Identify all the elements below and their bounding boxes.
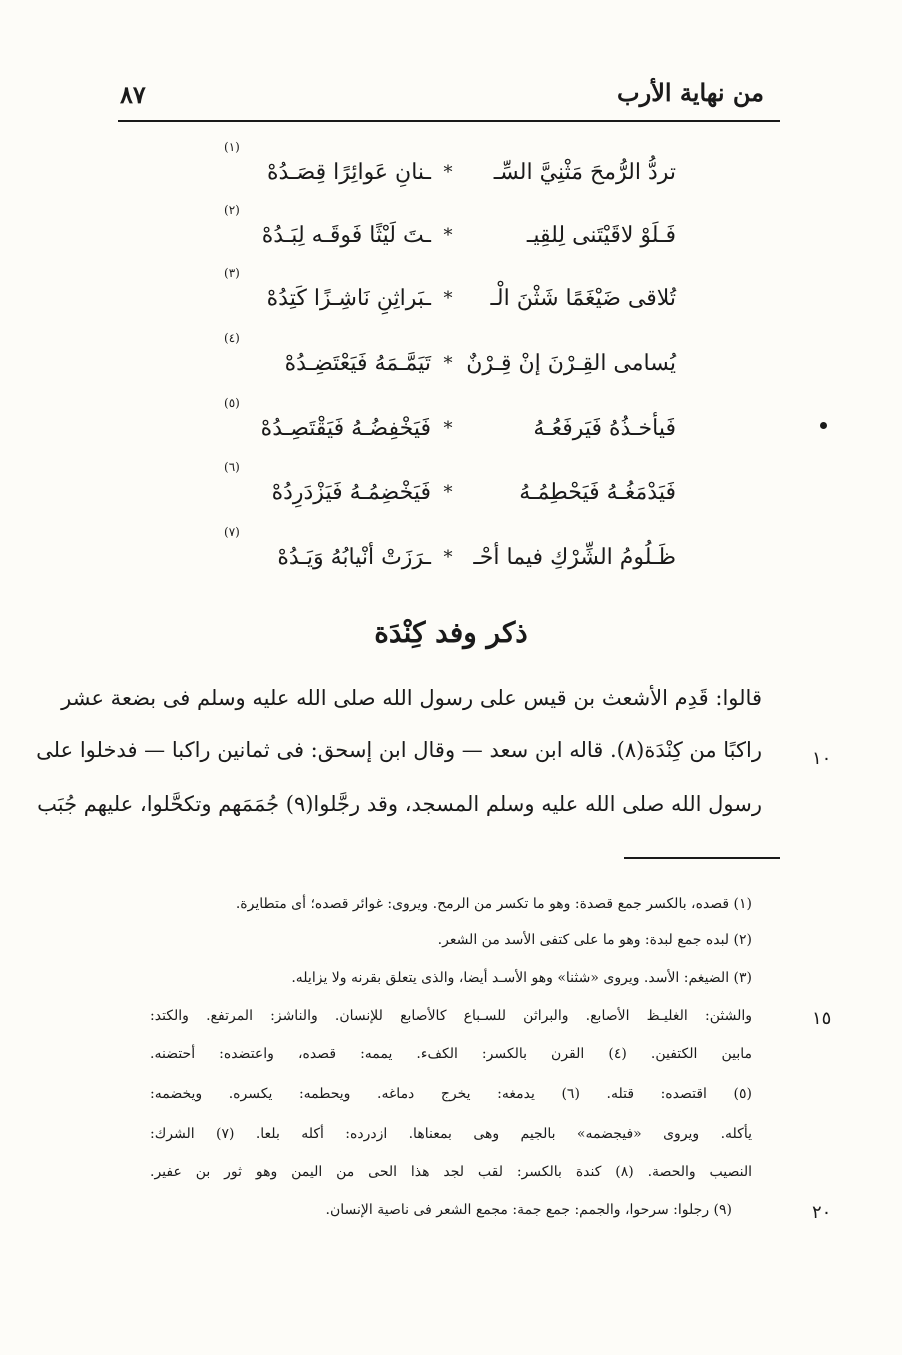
verse-line xyxy=(196,396,676,456)
section-title: ذكر وفد كِنْدَة xyxy=(374,616,528,649)
hemistich-separator: * xyxy=(443,225,453,246)
footnote-marker: (٢) xyxy=(224,203,240,217)
hemistich-separator: * xyxy=(443,353,453,374)
verse-line xyxy=(196,331,676,391)
paragraph-line: قالوا: قَدِم الأشعث بن قيس على رسول الله صلى الله عليه وسلم فى بضعة عشر xyxy=(61,686,762,710)
footnote-marker: (٣) xyxy=(224,266,240,280)
running-title: من نهاية الأرب xyxy=(617,78,764,107)
footnote-line: (٢) لبده جمع لبدة: وهو ما على كتفى الأسد من الشعر. xyxy=(437,932,752,948)
line-number-15: ١٥ xyxy=(812,1008,832,1029)
verse-line xyxy=(196,203,676,263)
hemistich-separator: * xyxy=(443,418,453,439)
verse-first-hemistich: يُسامى القِـرْنَ إنْ قِـرْنٌ xyxy=(466,351,676,376)
footnote-line: يأكله. ويروى «فيجضمه» بالجيم وهى بمعناها. ازدرده: أكله بلعا. (٧) الشرك: xyxy=(150,1126,752,1142)
footnote-line: النصيب والحصة. (٨) كندة بالكسر: لقب لجد هذا الحى من اليمن وهو ثور بن عفير. xyxy=(150,1164,753,1180)
footnote-marker: (٥) xyxy=(224,396,240,410)
verse-second-hemistich: ـنانِ عَوائِرًا قِصَـدُهْ xyxy=(266,160,431,185)
verse-line xyxy=(196,525,676,585)
verse-first-hemistich: ظَـلُومُ الشِّرْكِ فيما أحْـ xyxy=(473,545,676,570)
paragraph-line: رسول الله صلى الله عليه وسلم المسجد، وقد رجَّلوا(٩) جُمَمَهم وتكحَّلوا، عليهم جُبَب xyxy=(37,792,762,816)
verse-second-hemistich: فَيَخْضِمُـهُ فَيَزْدَرِدُهْ xyxy=(271,480,431,505)
footnote-marker: (١) xyxy=(224,140,240,154)
footnote-marker: (٧) xyxy=(224,525,240,539)
footnote-line: (٣) الضيغم: الأسد. ويروى «شثنا» وهو الأسـد أيضا، والذى يتعلق بقرنه ولا يزايله. xyxy=(291,970,752,986)
hemistich-separator: * xyxy=(443,162,453,183)
verse-first-hemistich: فَيَدْمَغُـهُ فَيَحْطِمُـهُ xyxy=(519,480,676,505)
verse-second-hemistich: فَيَخْفِضُـهُ فَيَقْتَصِـدُهْ xyxy=(260,416,431,441)
footnote-line: (٩) رجلوا: سرحوا، والجمم: جمع جمة: مجمع الشعر فى ناصية الإنسان. xyxy=(325,1202,732,1218)
verse-first-hemistich: تردُّ الرُّمحَ مَثْنِيَّ السِّـ xyxy=(493,160,676,185)
verse-second-hemistich: ـتَ لَيْثًا فَوقَـه لِبَـدُهْ xyxy=(261,223,431,248)
verse-line xyxy=(196,460,676,520)
verse-line xyxy=(196,140,676,200)
page-header xyxy=(118,72,780,122)
verse-first-hemistich: تُلاقى ضَيْغَمًا شَثْنَ الْـ xyxy=(490,286,676,311)
footnote-line: (١) قصده، بالكسر جمع قصدة: وهو ما تكسر من الرمح. ويروى: غوائر قصده؛ أى متطايرة. xyxy=(235,896,752,912)
page-number: ٨٧ xyxy=(120,80,146,109)
footnote-rule xyxy=(624,857,780,859)
footnote-line: مابين الكتفين. (٤) القرن بالكسر: الكفء. يممه: قصده، واعتضده: أحتضنه. xyxy=(150,1046,753,1062)
footnote-line: (٥) اقتصده: قتله. (٦) يدمغه: يخرج دماغه. ويحطمه: يكسره. ويخضمه: xyxy=(150,1086,752,1102)
line-number-20: ٢٠ xyxy=(812,1202,832,1223)
hemistich-separator: * xyxy=(443,547,453,568)
verse-first-hemistich: فَـلَوْ لاقَيْتَنى لِلقِيـ xyxy=(526,223,676,248)
verse-second-hemistich: تَيَمَّـمَهُ فَيَعْتَضِـدُهْ xyxy=(284,351,431,376)
hemistich-separator: * xyxy=(443,482,453,503)
verse-first-hemistich: فَيأخـذُهُ فَيَرفَعُـهُ xyxy=(533,416,676,441)
footnote-marker: (٤) xyxy=(224,331,240,345)
verse-line xyxy=(196,266,676,326)
verse-second-hemistich: ـبَراثِنِ نَاشِـزًا كَتِدُهْ xyxy=(266,286,431,311)
line-number-10: ١٠ xyxy=(812,748,832,769)
verse-second-hemistich: ـرَزَتْ أنْيابُهُ وَيَـدُهْ xyxy=(277,545,431,570)
paragraph-line: راكبًا من كِنْدَة(٨). قاله ابن سعد — وقال ابن إسحق: فى ثمانين راكبا — فدخلوا على xyxy=(36,738,762,762)
footnote-line: والشثن: الغليـظ الأصابع. والبراثن للسـباع كالأصابع للإنسان. والناشز: المرتفع. والكتد: xyxy=(150,1008,752,1024)
hemistich-separator: * xyxy=(443,288,453,309)
footnote-marker: (٦) xyxy=(224,460,240,474)
line-marker-5 xyxy=(820,422,827,429)
